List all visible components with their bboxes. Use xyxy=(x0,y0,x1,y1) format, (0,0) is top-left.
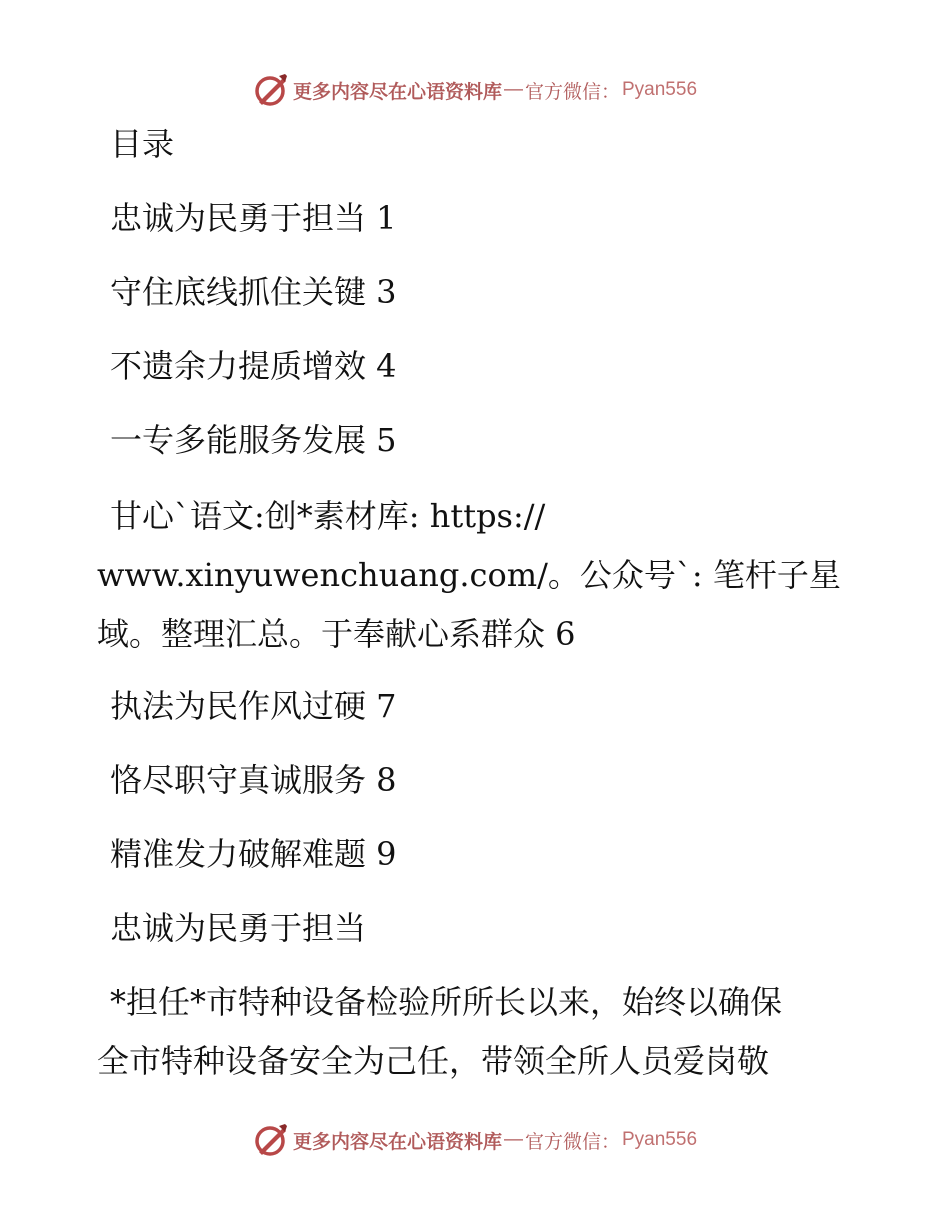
banner-wechat-id: Pyan556 xyxy=(622,1129,698,1150)
banner-separator: — xyxy=(503,1129,523,1150)
banner-separator: — xyxy=(503,79,523,100)
paragraph-line: *担任*市特种设备检验所所长以来，始终以确保 xyxy=(110,983,783,1021)
toc-entry: 执法为民作风过硬 7 xyxy=(110,687,397,725)
toc-entry: 精准发力破解难题 9 xyxy=(110,835,397,873)
banner-wechat-label: 官方微信： xyxy=(524,80,620,103)
section-title: 忠诚为民勇于担当 xyxy=(110,909,367,947)
banner-wechat-label: 官方微信： xyxy=(524,1130,620,1153)
toc-heading: 目录 xyxy=(110,125,175,163)
toc-entry: 不遗余力提质增效 4 xyxy=(110,347,397,385)
pen-logo-icon xyxy=(253,1122,289,1158)
header-watermark-banner xyxy=(0,70,950,110)
pen-logo-icon xyxy=(253,72,289,108)
toc-entry: 恪尽职守真诚服务 8 xyxy=(110,761,397,799)
toc-entry: 守住底线抓住关键 3 xyxy=(110,273,397,311)
toc-inserted-line: 域。整理汇总。于奉献心系群众 6 xyxy=(97,615,576,653)
banner-site-name: 更多内容尽在心语资料库 xyxy=(292,80,502,103)
toc-entry: 忠诚为民勇于担当 1 xyxy=(110,199,397,237)
footer-watermark-banner xyxy=(0,1120,950,1160)
toc-entry: 一专多能服务发展 5 xyxy=(110,421,397,459)
toc-inserted-line: 甘心`语文:创*素材库: https:// xyxy=(110,497,546,535)
banner-wechat-id: Pyan556 xyxy=(622,79,698,100)
toc-inserted-line: www.xinyuwenchuang.com/。公众号`: 笔杆子星 xyxy=(97,556,841,594)
banner-site-name: 更多内容尽在心语资料库 xyxy=(292,1130,502,1153)
paragraph-line: 全市特种设备安全为己任，带领全所人员爱岗敬 xyxy=(97,1042,770,1080)
